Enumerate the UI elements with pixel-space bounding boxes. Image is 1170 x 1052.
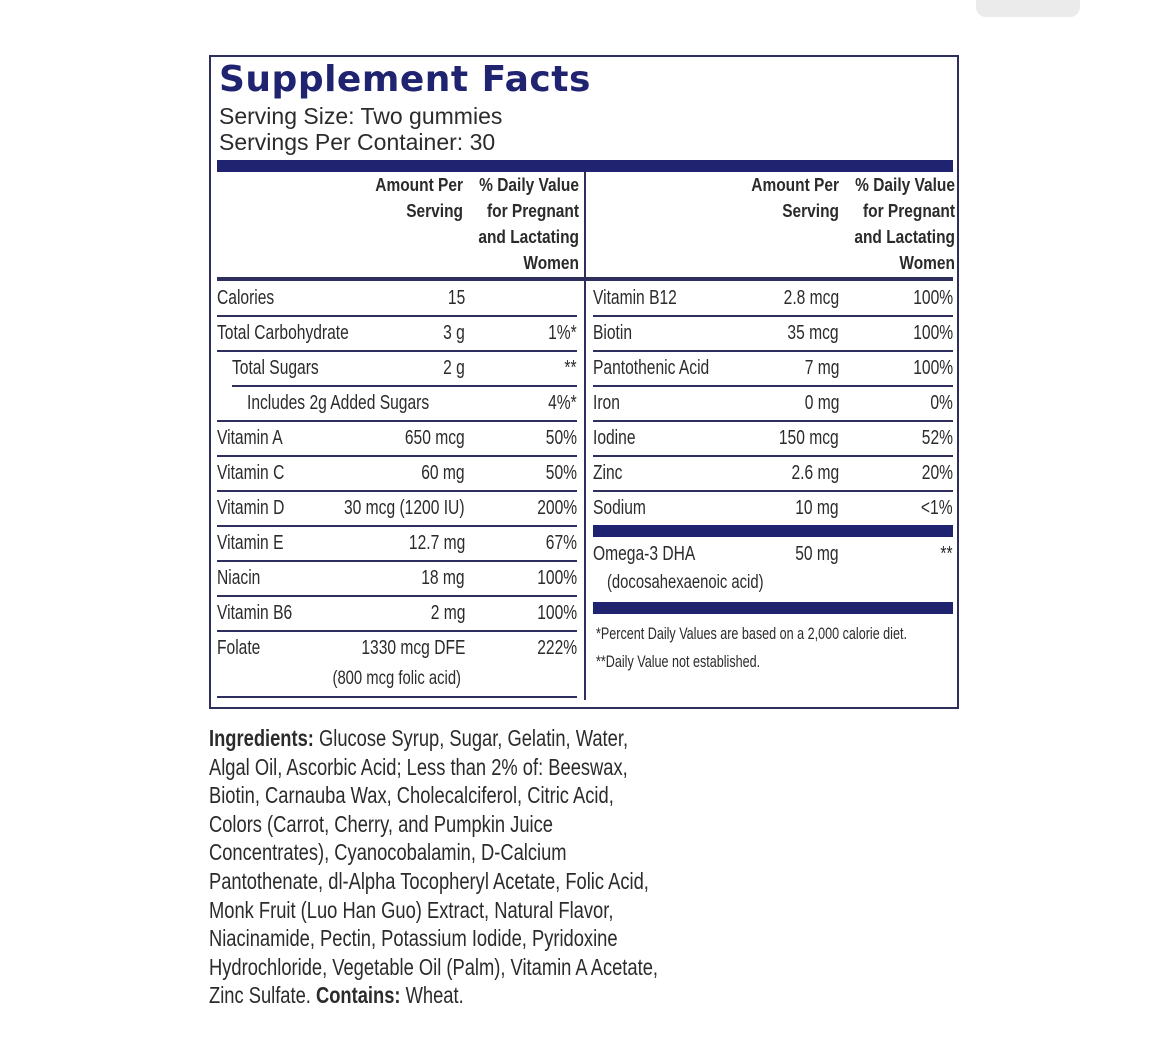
footnote-dv-not-established: **Daily Value not established. <box>596 652 761 671</box>
table-row <box>593 316 953 351</box>
omega-sublabel: (docosahexaenoic acid) <box>607 572 764 593</box>
table-row <box>593 491 953 526</box>
table-row <box>217 421 577 456</box>
table-row <box>593 421 953 456</box>
nutrient-dv: ** <box>564 357 577 379</box>
nutrient-amount: 15 <box>447 287 465 309</box>
table-row <box>247 386 577 421</box>
nutrient-dv: 50% <box>545 462 577 484</box>
nutrient-amount: 30 mcg (1200 IU) <box>344 497 465 519</box>
nutrient-label: Vitamin D <box>217 497 285 519</box>
header-text: % Daily Value <box>855 175 955 195</box>
nutrient-amount: 18 mg <box>421 567 465 589</box>
nutrient-dv: 1%* <box>548 322 577 344</box>
nutrient-label: Pantothenic Acid <box>593 357 710 379</box>
nutrient-label: Includes 2g Added Sugars <box>247 392 430 414</box>
nutrient-amount: 150 mcg <box>779 427 839 449</box>
column-divider <box>584 172 586 700</box>
nutrient-amount: 650 mcg <box>405 427 465 449</box>
ingredients-label: Ingredients: <box>209 725 314 751</box>
nutrient-amount: 10 mg <box>795 497 839 519</box>
table-row <box>217 491 577 526</box>
supplement-facts-panel <box>209 55 959 709</box>
header-text: Serving <box>782 201 839 221</box>
nutrient-amount: 0 mg <box>804 392 839 414</box>
right-dv-header <box>811 172 955 276</box>
nutrient-amount: 12.7 mg <box>408 532 465 554</box>
top-thick-bar <box>217 160 953 172</box>
nutrient-amount: 3 g <box>443 322 465 344</box>
table-row <box>217 281 577 316</box>
nutrient-dv: 222% <box>537 637 577 659</box>
table-row <box>217 631 577 666</box>
nutrient-dv: 100% <box>913 322 953 344</box>
serving-size: Serving Size: Two gummies <box>219 103 503 129</box>
table-row <box>217 316 577 351</box>
row-divider <box>217 696 577 698</box>
header-text: Serving <box>406 201 463 221</box>
nutrient-dv: 100% <box>537 602 577 624</box>
header-text: Women <box>899 253 955 273</box>
header-text: for Pregnant <box>862 201 955 221</box>
nutrient-dv: 52% <box>921 427 953 449</box>
nutrient-label: Total Carbohydrate <box>217 322 349 344</box>
nutrient-label: Vitamin B6 <box>217 602 293 624</box>
nutrient-label: Sodium <box>593 497 646 519</box>
contains-label: Contains: <box>315 982 401 1009</box>
nutrient-amount: 7 mg <box>804 357 839 379</box>
nutrient-amount: 60 mg <box>421 462 465 484</box>
servings-per-container: Servings Per Container: 30 <box>219 129 496 155</box>
table-row <box>217 526 577 561</box>
table-row <box>217 561 577 596</box>
nutrient-amount: 2.8 mcg <box>783 287 839 309</box>
nutrient-label: Iodine <box>593 427 636 449</box>
nutrient-label: Vitamin E <box>217 532 284 554</box>
nutrient-label: Vitamin C <box>217 462 285 484</box>
nutrient-label: Vitamin A <box>217 427 283 449</box>
header-text: Women <box>523 253 579 273</box>
nutrient-dv: ** <box>940 543 953 565</box>
nutrient-label: Biotin <box>593 322 633 344</box>
nutrient-dv: 20% <box>921 462 953 484</box>
nutrient-label: Omega-3 DHA <box>593 543 696 565</box>
nutrient-dv: <1% <box>921 497 953 519</box>
top-scroll-pill <box>976 0 1080 17</box>
nutrient-label: Vitamin B12 <box>593 287 677 309</box>
nutrient-dv: 0% <box>930 392 953 414</box>
nutrient-amount: 2.6 mg <box>791 462 839 484</box>
footnote-percent-dv: *Percent Daily Values are based on a 2,000 calorie diet. <box>596 624 907 643</box>
nutrient-dv: 200% <box>537 497 577 519</box>
nutrient-label: Folate <box>217 637 261 659</box>
nutrient-amount: 2 g <box>443 357 465 379</box>
table-row <box>593 537 953 572</box>
nutrient-amount: 2 mg <box>430 602 465 624</box>
panel-title: Supplement Facts <box>219 59 591 100</box>
nutrient-amount: 50 mg <box>795 543 839 565</box>
omega-top-bar <box>593 525 953 537</box>
nutrient-amount: 1330 mcg DFE <box>360 637 465 659</box>
header-text: Amount Per <box>375 175 463 195</box>
table-row <box>232 351 577 386</box>
nutrient-amount: 35 mcg <box>787 322 839 344</box>
nutrient-dv: 100% <box>537 567 577 589</box>
table-row <box>217 596 577 631</box>
nutrient-label: Iron <box>593 392 620 414</box>
nutrient-dv: 4%* <box>548 392 577 414</box>
table-row <box>593 386 953 421</box>
folate-note: (800 mcg folic acid) <box>332 668 461 689</box>
omega-bottom-bar <box>593 602 953 614</box>
nutrient-dv: 100% <box>913 357 953 379</box>
nutrient-dv: 100% <box>913 287 953 309</box>
nutrient-label: Niacin <box>217 567 261 589</box>
ingredients-block <box>209 724 669 1010</box>
left-dv-header <box>435 172 579 276</box>
contains-text: Wheat. <box>405 982 464 1009</box>
nutrient-label: Zinc <box>593 462 623 484</box>
nutrient-label: Total Sugars <box>232 357 319 379</box>
table-row <box>593 456 953 491</box>
ingredients-text: Glucose Syrup, Sugar, Gelatin, Water, Algal Oil, Ascorbic Acid; Less than 2% of: Beeswax, Biotin, Carnauba Wax, Cholecalciferol, Citric Acid, Colors (Carrot, Cherry, and Pumpkin Juice Concentrates), Cyanocobalamin, D-Calcium Pantothenate, dl-Alpha Tocopheryl Acetate, Folic Acid, Monk Fruit (Luo Han Guo) Extract, Natural Flavor, Niacinamide, Pectin, Potassium Iodide, Pyridoxine Hydrochloride, Vegetable Oil (Palm), Vitamin A Acetate, Zinc Sulfate. <box>209 725 658 1009</box>
nutrient-label: Calories <box>217 287 275 309</box>
header-text: Amount Per <box>751 175 839 195</box>
nutrient-dv: 67% <box>545 532 577 554</box>
table-row <box>593 281 953 316</box>
table-row <box>217 456 577 491</box>
nutrient-dv: 50% <box>545 427 577 449</box>
table-row <box>593 351 953 386</box>
header-text: and Lactating <box>854 227 955 247</box>
header-text: % Daily Value <box>479 175 579 195</box>
header-text: for Pregnant <box>486 201 579 221</box>
header-text: and Lactating <box>478 227 579 247</box>
